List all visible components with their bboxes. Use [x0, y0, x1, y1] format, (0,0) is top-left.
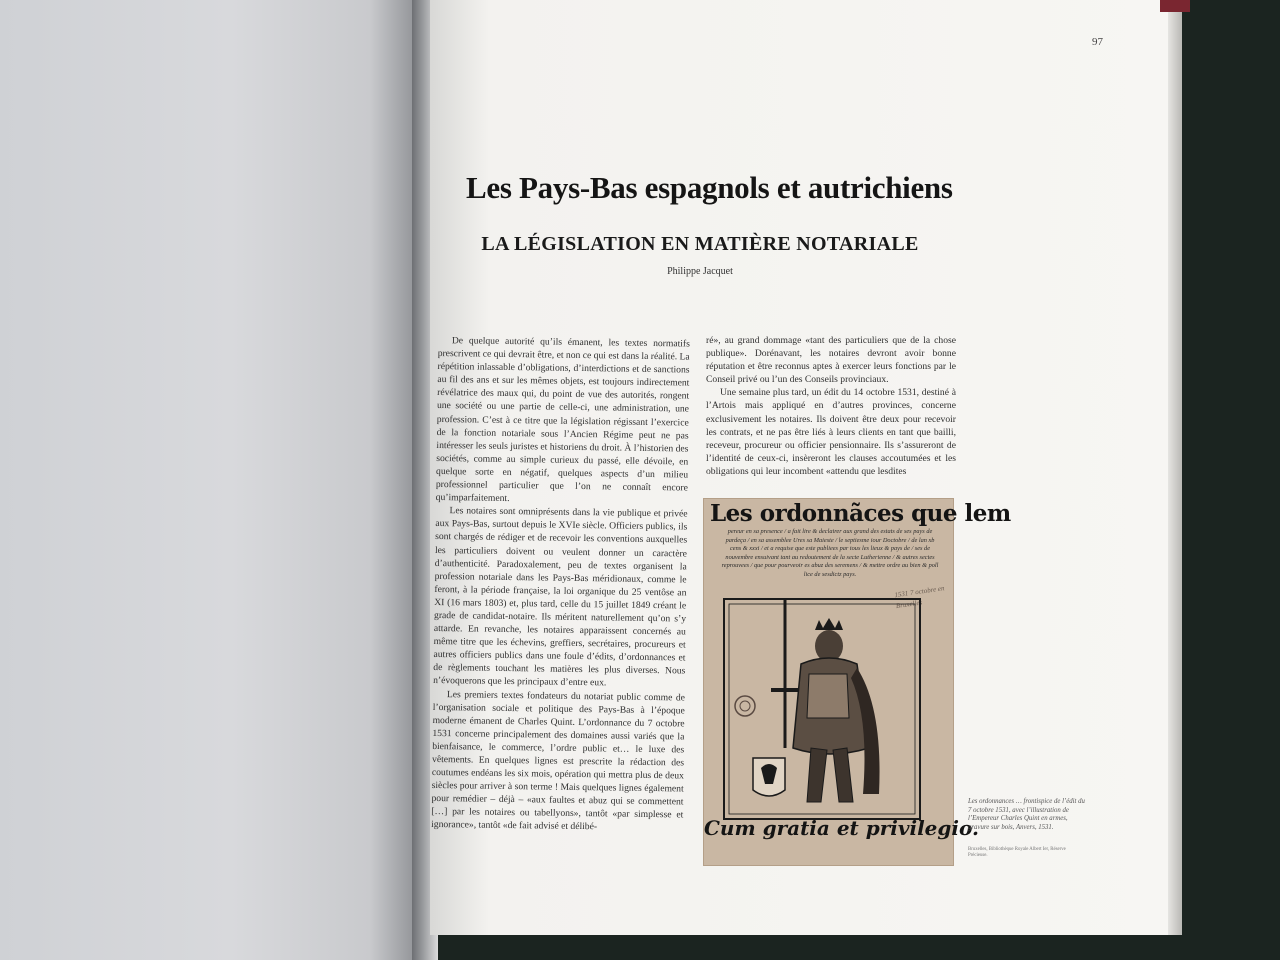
section-title: LA LÉGISLATION EN MATIÈRE NOTARIALE [481, 233, 919, 255]
cover-edge [1160, 0, 1190, 12]
woodcut-footer: Cum gratia et privilegio. [704, 816, 979, 840]
paragraph: Les notaires sont omniprésents dans la vie publique et privée aux Pays-Bas, surtout depuis le XVIe siècle. Officiers publics, ils sont chargés de rédiger et de recevoir les conventions auxquelles les particuliers doivent ou veulent donner un caractère d’authenticité. Paradoxalement, peu de textes organisent la profession notariale dans les Pays-Bas méridionaux, comme le feront, à la période française, la loi organique du 25 ventôse an XI (16 mars 1803) et, plus tard, celle du 15 juillet 1849 créant le grade de candidat-notaire. Ils méritent naturellement qu’on s’y attarde. En revanche, les notaires apparaissent concernés au même titre que les échevins, greffiers, secrétaires, procureurs et autres officiers publics dans une foule d’édits, d’ordonnances et de règlements touchant les matières les plus diverses. Nous n’évoquerons que les principaux d’entre eux. [433, 505, 688, 689]
left-text-column [431, 334, 690, 835]
article-title: Les Pays-Bas espagnols et autrichiens [466, 170, 953, 205]
right-text-column [706, 334, 956, 478]
emperor-figure [723, 598, 921, 820]
paragraph: Les premiers textes fondateurs du notariat public comme de l’organisation sociale et politique des Pays-Bas à l’époque moderne émanent de Charles Quint. L’ordonnance du 7 octobre 1531 concerne principalement des domaines aussi variés que la bienfaisance, le commerce, l’ordre public et… le luxe des vêtements. En quelques lignes est prescrite la rédaction des coutumes endéans les six mois, opération qui mettra plus de deux siècles pour arriver à son terme ! Mais quelques lignes également pour remédier – déjà – «aux faultes et abuz qui se commettent […] par les notaires ou tabellyons», tantôt «par simplesse et ignorance», tantôt «de fait advisé et délibé- [431, 688, 686, 833]
paragraph: ré», au grand dommage «tant des particuliers que de la chose publique». Dorénavant, les notaires devront avoir bonne réputation et être reconnus aptes à exercer leurs fonctions par le Conseil privé ou l’un des Conseils provinciaux. [706, 335, 956, 386]
figure-caption: Les ordonnances … frontispice de l’édit du 7 octobre 1531, avec l’illustration de l’Empereur Charles Quint en armes, gravure sur bois, Anvers, 1531. [968, 798, 1085, 832]
paragraph: De quelque autorité qu’ils émanent, les textes normatifs prescrivent ce qui devrait être, et non ce qui est dans la réalité. La répétition inlassable d’obligations, d’interdictions et de sanctions au fil des ans et sur les mêmes objets, est toujours indirectement révélatrice des maux qui, du point de vue des autorités, rongent une société ou une partie de celle-ci, une administration, une profession. C’est à ce titre que la législation régissant l’exercice de la fonction notariale sous l’Ancien Régime peut ne pas intéresser les seuls juristes et historiens du droit. À l’historien des sociétés, comme au simple curieux du passé, elle dévoile, en quelque sorte en négatif, quelques aspects d’un milieu professionnel particulier que l’on ne connaît encore qu’imparfaitement. [435, 335, 690, 505]
left-page [0, 0, 420, 960]
woodcut-text: pereur en sa presence / a fait lire & declairer aux grand des estats de ses pays de pardeça / en sa assemblee Ures sa Maieste / le septiesme iour Doctobre / de lan xb cens & xxxi / et a requise que este publiees par tous les lieux & pays de / ses de nouvembre ensuivant tant au redoutement de la secte Lutherienne / & autres sectes reprouvees / que pour pourveoir es abuz des seremens / & mettre ordre au bien & poll lice de sesdictz pays. [721, 528, 939, 578]
author-name: Philippe Jacquet [667, 266, 733, 277]
paragraph: Une semaine plus tard, un édit du 14 octobre 1531, destiné à l’Artois mais appliqué en d’autres provinces, concerne exclusivement les notaires. Ils doivent être deux pour recevoir les contrats, et ne pas être liés à leurs clients en tant que bailli, receveur, procureur ou officier pensionnaire. Ils s’assureront de l’identité de ceux-ci, insèreront les clauses accoutumées et les obligations qui leur incombent «attendu que lesdites [706, 387, 956, 477]
figure-source: Bruxelles, Bibliothèque Royale Albert Ier, Réserve Précieuse. [968, 847, 1066, 859]
woodcut-title: Les ordonnãces que lem [710, 500, 1011, 527]
page-number: 97 [1092, 36, 1103, 48]
page-edge [1168, 0, 1182, 935]
woodcut-margin-note: 1531 7 octobre en Bruxelles [893, 584, 946, 611]
